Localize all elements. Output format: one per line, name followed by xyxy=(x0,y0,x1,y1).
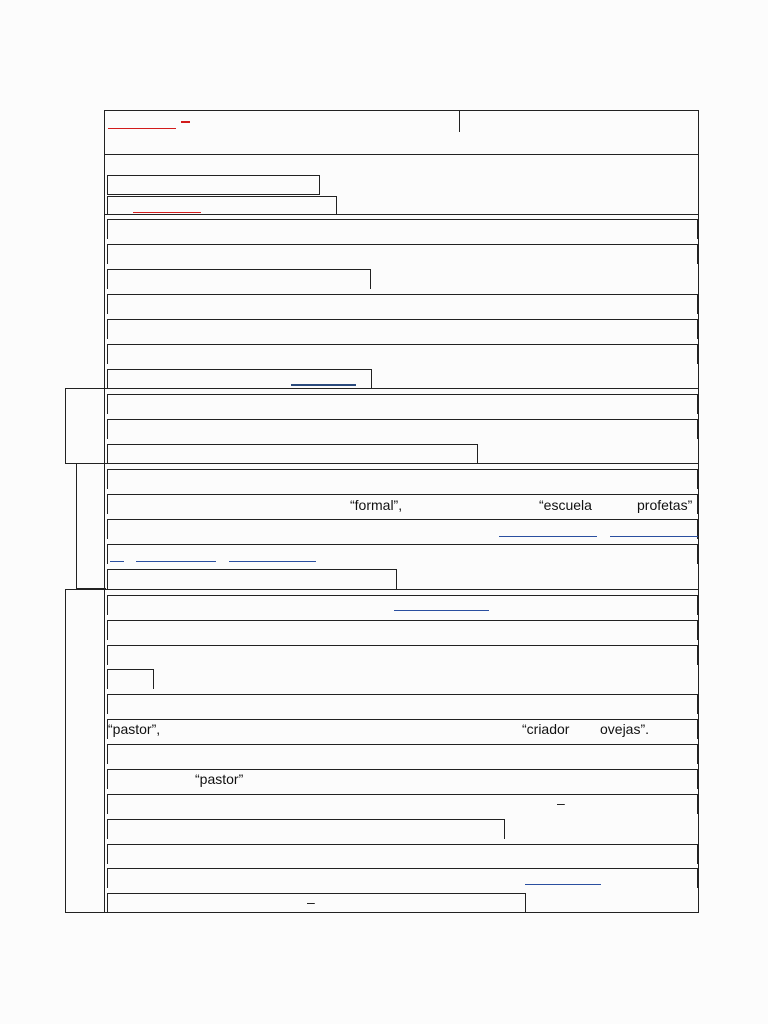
dash-2: – xyxy=(307,894,315,910)
ref-link-4[interactable] xyxy=(136,561,216,562)
meta-separator xyxy=(104,214,699,215)
paragraph-link[interactable] xyxy=(291,384,356,386)
ref-link-2[interactable] xyxy=(610,536,698,537)
meta-red-link[interactable] xyxy=(133,212,201,213)
text-line xyxy=(107,694,698,714)
meta-line-1 xyxy=(107,175,320,195)
word-profetas: profetas” xyxy=(637,497,693,513)
quote-criador: “criador xyxy=(522,721,570,737)
text-line xyxy=(107,645,698,665)
word-ovejas: ovejas”. xyxy=(600,721,650,737)
text-line xyxy=(107,494,698,514)
text-line xyxy=(107,219,698,239)
quote-pastor: “pastor”, xyxy=(108,721,161,737)
ref-link-1[interactable] xyxy=(499,536,597,537)
text-line-end xyxy=(107,269,371,289)
ref-link-6[interactable] xyxy=(394,610,489,611)
text-line xyxy=(107,419,698,439)
text-line-end xyxy=(107,893,526,913)
header-separator xyxy=(104,154,699,155)
text-line xyxy=(107,595,698,615)
quote-formal: “formal”, xyxy=(350,497,403,513)
text-line xyxy=(107,244,698,264)
header-divider xyxy=(459,110,460,132)
header-red-link[interactable] xyxy=(108,128,176,129)
text-line xyxy=(107,394,698,414)
header-red-dash xyxy=(181,121,190,123)
ref-link-7[interactable] xyxy=(525,884,601,885)
text-line-end xyxy=(107,444,478,464)
text-line xyxy=(107,844,698,864)
ref-link-3[interactable] xyxy=(110,561,124,562)
quote-pastor-2: “pastor” xyxy=(195,771,244,787)
text-line-end xyxy=(107,369,372,389)
text-line xyxy=(107,744,698,764)
text-line xyxy=(107,469,698,489)
text-line xyxy=(107,319,698,339)
dash-1: – xyxy=(557,795,565,811)
text-line-end xyxy=(107,569,397,589)
ref-link-5[interactable] xyxy=(229,561,316,562)
quote-escuela: “escuela xyxy=(539,497,592,513)
text-line xyxy=(107,868,698,888)
text-line xyxy=(107,344,698,364)
text-line xyxy=(107,620,698,640)
margin-bracket-b xyxy=(76,464,77,588)
text-line-end xyxy=(107,819,505,839)
text-line xyxy=(107,294,698,314)
text-line-end xyxy=(107,669,154,689)
text-line xyxy=(107,794,698,814)
